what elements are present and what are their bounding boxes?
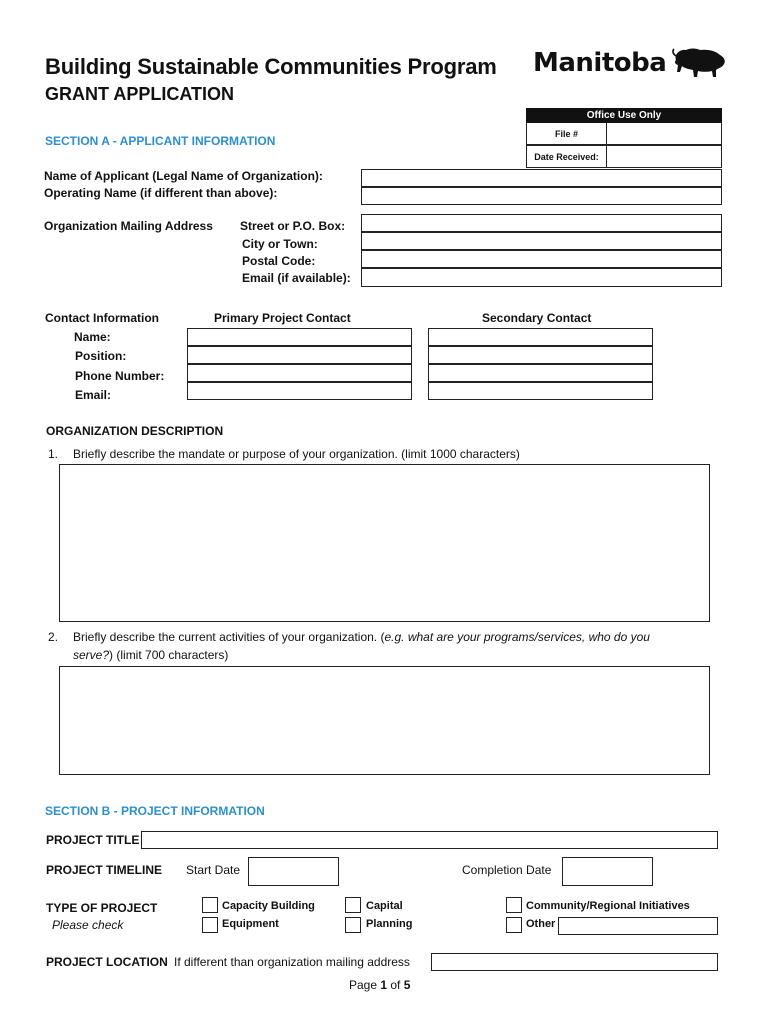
applicant-name-label: Name of Applicant (Legal Name of Organization): (44, 169, 323, 183)
project-type-hint: Please check (52, 918, 124, 932)
completion-date-field[interactable] (562, 857, 653, 886)
form-title: Building Sustainable Communities Program (45, 54, 497, 79)
form-subtitle: GRANT APPLICATION (45, 84, 234, 104)
project-location-field[interactable] (431, 953, 718, 971)
file-number-label: File # (527, 123, 607, 144)
applicant-name-field[interactable] (361, 169, 722, 187)
q2-text-a: Briefly describe the current activities of your organization. ( (73, 630, 385, 644)
primary-position-field[interactable] (187, 346, 412, 364)
community-initiatives-label: Community/Regional Initiatives (526, 900, 690, 912)
postal-code-field[interactable] (361, 250, 722, 268)
secondary-name-field[interactable] (428, 328, 653, 346)
secondary-position-field[interactable] (428, 346, 653, 364)
contact-email-label: Email: (75, 388, 112, 402)
q2-text-line1 (73, 630, 650, 644)
primary-email-field[interactable] (187, 382, 412, 400)
project-location-hint: If different than organization mailing address (174, 955, 410, 969)
office-file-row (526, 123, 722, 145)
secondary-contact-label: Secondary Contact (482, 311, 592, 325)
page-current: 1 (380, 978, 388, 992)
q1-number: 1. (48, 447, 59, 461)
city-label: City or Town: (242, 237, 318, 251)
planning-checkbox[interactable] (345, 917, 361, 933)
section-a-heading: SECTION A - APPLICANT INFORMATION (45, 134, 276, 148)
logo-text: Manitoba (533, 48, 667, 78)
contact-position-label: Position: (75, 349, 127, 363)
primary-phone-field[interactable] (187, 364, 412, 382)
operating-name-label: Operating Name (if different than above): (44, 186, 278, 200)
office-use-heading: Office Use Only (526, 108, 722, 123)
street-label: Street or P.O. Box: (240, 219, 346, 233)
postal-code-label: Postal Code: (242, 254, 316, 268)
date-received-label: Date Received: (527, 146, 607, 167)
project-title-field[interactable] (141, 831, 718, 849)
project-timeline-label: PROJECT TIMELINE (46, 863, 163, 877)
other-specify-field[interactable] (558, 917, 718, 935)
secondary-email-field[interactable] (428, 382, 653, 400)
city-field[interactable] (361, 232, 722, 250)
other-label: Other (526, 918, 556, 930)
address-email-field[interactable] (361, 268, 722, 287)
start-date-field[interactable] (248, 857, 339, 886)
primary-contact-label: Primary Project Contact (214, 311, 351, 325)
planning-label: Planning (366, 918, 413, 930)
project-type-label: TYPE OF PROJECT (46, 901, 158, 915)
contact-info-label: Contact Information (45, 311, 159, 325)
q2-text-line2 (73, 648, 228, 662)
bison-icon (670, 46, 728, 80)
project-location-label: PROJECT LOCATION (46, 955, 168, 969)
manitoba-logo (533, 46, 728, 80)
capacity-building-label: Capacity Building (222, 900, 315, 912)
section-b-heading: SECTION B - PROJECT INFORMATION (45, 804, 265, 818)
q2-text-b: serve? (73, 648, 110, 662)
community-initiatives-checkbox[interactable] (506, 897, 522, 913)
completion-date-label: Completion Date (462, 863, 552, 877)
project-title-label: PROJECT TITLE (46, 833, 140, 847)
mailing-address-label: Organization Mailing Address (44, 219, 213, 233)
capital-checkbox[interactable] (345, 897, 361, 913)
equipment-checkbox[interactable] (202, 917, 218, 933)
contact-name-label: Name: (74, 330, 111, 344)
street-field[interactable] (361, 214, 722, 232)
equipment-label: Equipment (222, 918, 279, 930)
office-date-row (526, 145, 722, 168)
q2-text-eg: e.g. what are your programs/services, who do you (384, 630, 650, 644)
operating-name-field[interactable] (361, 187, 722, 205)
page-number (349, 978, 410, 992)
q2-textarea[interactable] (59, 666, 710, 775)
start-date-label: Start Date (186, 863, 241, 877)
q1-text: Briefly describe the mandate or purpose of your organization. (limit 1000 characters) (73, 447, 520, 461)
page-total: 5 (403, 978, 411, 992)
secondary-phone-field[interactable] (428, 364, 653, 382)
primary-name-field[interactable] (187, 328, 412, 346)
q2-text-c: ) (limit 700 characters) (109, 648, 229, 662)
page-of: of (387, 978, 404, 992)
capacity-building-checkbox[interactable] (202, 897, 218, 913)
q2-number: 2. (48, 630, 59, 644)
q1-textarea[interactable] (59, 464, 710, 622)
address-email-label: Email (if available): (242, 271, 351, 285)
page-prefix: Page (349, 978, 381, 992)
org-description-heading: ORGANIZATION DESCRIPTION (46, 424, 224, 438)
other-checkbox[interactable] (506, 917, 522, 933)
capital-label: Capital (366, 900, 403, 912)
contact-phone-label: Phone Number: (75, 369, 165, 383)
